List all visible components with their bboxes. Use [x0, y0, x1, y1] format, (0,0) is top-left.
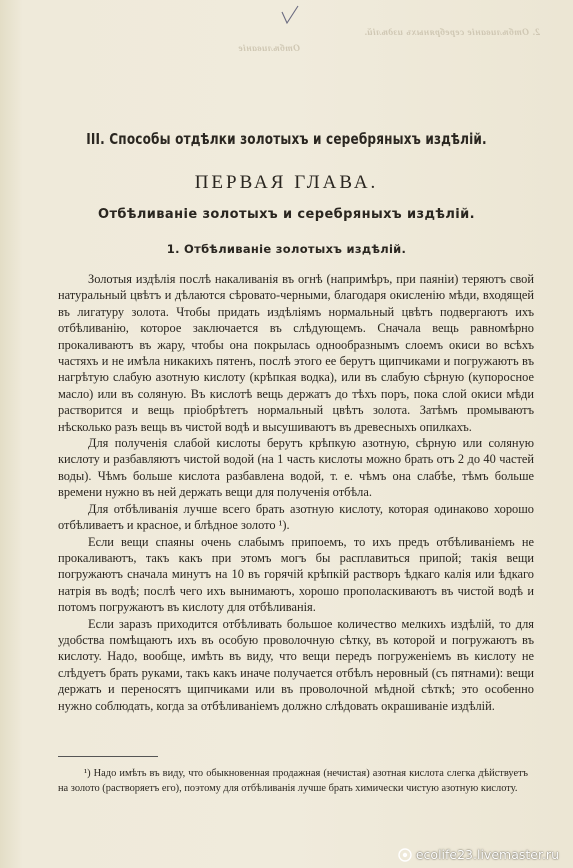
paragraph: Для отбѣливанія лучше всего брать азотную кислоту, которая одинаково хорошо отбѣливаетъ и красное, и блѣдное золото ¹). [58, 501, 534, 533]
paragraph: Золотыя издѣлія послѣ накаливанія въ огнѣ (напримѣръ, при паяніи) теряютъ свой натуральный цвѣтъ и дѣлаются сѣровато-черными, благодаря окисленію мѣди, входящей въ лигатуру золота. Чтобы придать издѣліямъ нормальный цвѣтъ подвергаютъ ихъ отбѣливанію, которое заключается въ слѣдующемъ. Сначала вещь равномѣрно прокаливаютъ въ жару, чтобы она покрылась однообразнымъ слоемъ окиси во всѣхъ частяхъ и не имѣла никакихъ пятенъ, послѣ этого ее берутъ щипчиками и погружаютъ въ нагрѣтую слабую азотную кислоту (крѣпкая водка), или въ слабую сѣрную (купоросное масло) или въ соляную. Въ кислотѣ вещь держатъ до тѣхъ поръ, пока слой окиси мѣди растворится и вещь пріобрѣтетъ нормальный цвѣтъ золота. Затѣмъ промываютъ нѣсколько разъ вещь въ чистой водѣ и высушиваютъ въ древесныхъ опилкахъ. [58, 272, 534, 434]
pencil-checkmark-icon [276, 4, 304, 26]
part-title: III. Способы отдѣлки золотыхъ и серебряныхъ издѣлій. [86, 130, 487, 148]
footnote-divider [58, 756, 158, 757]
paragraph: Для полученія слабой кислоты берутъ крѣпкую азотную, сѣрную или соляную кислоту и разбавляютъ чистой водой (на 1 часть кислоты можно брать отъ 2 до 40 частей воды). Чѣмъ больше кислота разбавлена водой, т. е. чѣмъ она слабѣе, тѣмъ больше времени нужно въ ней держать вещи для полученія отбѣла. [58, 436, 534, 500]
watermark [398, 847, 559, 862]
paragraph: Если вещи спаяны очень слабымъ припоемъ, то ихъ предъ отбѣливаніемъ не прокаливаютъ, такъ какъ при этомъ могъ бы расплавиться припой; такія вещи погружаютъ сначала минутъ на 10 въ горячій крѣпкій растворъ ѣдкаго калія или ѣдкаго натрія въ водѣ; послѣ чего ихъ вынимаютъ, хорошо прополаскиваютъ въ чистой водѣ и потомъ погружаютъ въ кислоту для отбѣливанія. [58, 534, 534, 615]
footnote-text: ¹) Надо имѣть въ виду, что обыкновенная продажная (нечистая) азотная кислота слегка дѣйствуетъ на золото (растворяетъ его), поэтому для отбѣливанія лучше брать химически чистую азотную кислоту. [58, 768, 528, 794]
footnote [58, 766, 528, 796]
watermark-text: ecolife23.livemaster.ru [415, 847, 559, 862]
body-text [58, 271, 534, 714]
bleed-through-text: Отбѣливаніе [237, 44, 300, 54]
bleed-through-text: 2. Отбѣливаніе серебряныхъ издѣлій. [363, 28, 540, 38]
livemaster-logo-icon [398, 848, 412, 862]
chapter-heading: ПЕРВАЯ ГЛАВА. [194, 172, 379, 193]
section-heading: 1. Отбѣливаніе золотыхъ издѣлій. [166, 242, 407, 256]
paragraph: Если заразъ приходится отбѣливать большое количество мелкихъ издѣлій, то для удобства помѣщаютъ ихъ въ особую проволочную сѣтку, въ которой и погружаютъ въ кислоту. Надо, вообще, имѣть въ виду, что вещи передъ погруженіемъ въ кислоту не слѣдуетъ брать руками, такъ какъ иначе получается отбѣлъ неровный (съ пятнами): вещи держатъ и переносятъ щипчиками или въ проволочной мѣдной сѣткѣ; это особенно нужно соблюдать, когда за отбѣливаніемъ должно слѣдовать окрашиваніе издѣлій. [58, 616, 534, 713]
chapter-title: Отбѣливаніе золотыхъ и серебряныхъ издѣлій. [98, 207, 475, 222]
